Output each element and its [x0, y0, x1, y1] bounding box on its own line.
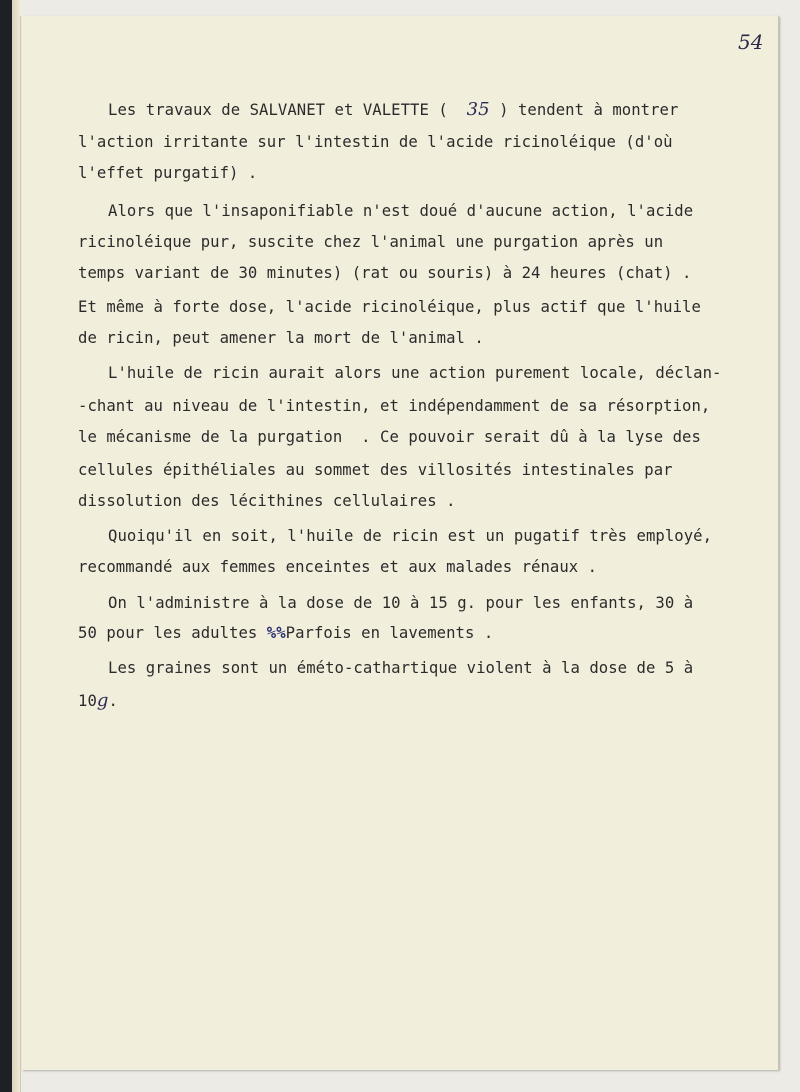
- text-line-3: l'effet purgatif) .: [78, 164, 258, 182]
- text-line-16: On l'administre à la dose de 10 à 15 g. pour les enfants, 30 à: [108, 594, 694, 612]
- text-line-4: Alors que l'insaponifiable n'est doué d'aucune action, l'acide: [108, 202, 694, 220]
- text-line-5: ricinoléique pur, suscite chez l'animal une purgation après un: [78, 233, 664, 251]
- text-line-12: cellules épithéliales au sommet des villosités intestinales par: [78, 461, 673, 479]
- page-number: 54: [738, 30, 764, 54]
- text-line-1: [108, 100, 678, 120]
- page-stack-edge: [12, 0, 21, 1092]
- struck-out-mark: %%: [266, 624, 286, 642]
- text-line-11: le mécanisme de la purgation . Ce pouvoir serait dû à la lyse des: [78, 428, 701, 446]
- text-line-9: L'huile de ricin aurait alors une action purement locale, déclan-: [108, 364, 722, 382]
- reference-number: 35: [466, 99, 490, 120]
- book-binding: [0, 0, 12, 1092]
- text-line-14: Quoiqu'il en soit, l'huile de ricin est un pugatif très employé,: [108, 527, 713, 545]
- scan-background: [20, 0, 800, 16]
- text-line-17-end: Parfois en lavements .: [285, 624, 494, 642]
- text-line-19-start: 10: [78, 692, 97, 710]
- text-line-18: Les graines sont un éméto-cathartique violent à la dose de 5 à: [108, 659, 694, 677]
- text-line-15: recommandé aux femmes enceintes et aux malades rénaux .: [78, 558, 598, 576]
- text-line-17-start: 50 pour les adultes: [78, 624, 267, 642]
- handwritten-unit: g: [96, 690, 109, 711]
- text-line-2: l'action irritante sur l'intestin de l'acide ricinoléique (d'où: [78, 133, 673, 151]
- text-line-1-start: Les travaux de SALVANET et VALETTE (: [108, 101, 467, 119]
- text-line-19-end: .: [108, 692, 118, 710]
- text-line-19: [78, 691, 118, 711]
- text-line-13: dissolution des lécithines cellulaires .: [78, 492, 456, 510]
- text-line-8: de ricin, peut amener la mort de l'animal .: [78, 329, 484, 347]
- text-line-6: temps variant de 30 minutes) (rat ou souris) à 24 heures (chat) .: [78, 264, 692, 282]
- text-line-10: -chant au niveau de l'intestin, et indépendamment de sa résorption,: [78, 397, 711, 415]
- text-line-7: Et même à forte dose, l'acide ricinoléique, plus actif que l'huile: [78, 298, 701, 316]
- text-line-17: [78, 623, 493, 643]
- text-line-1-end: ) tendent à montrer: [489, 101, 679, 119]
